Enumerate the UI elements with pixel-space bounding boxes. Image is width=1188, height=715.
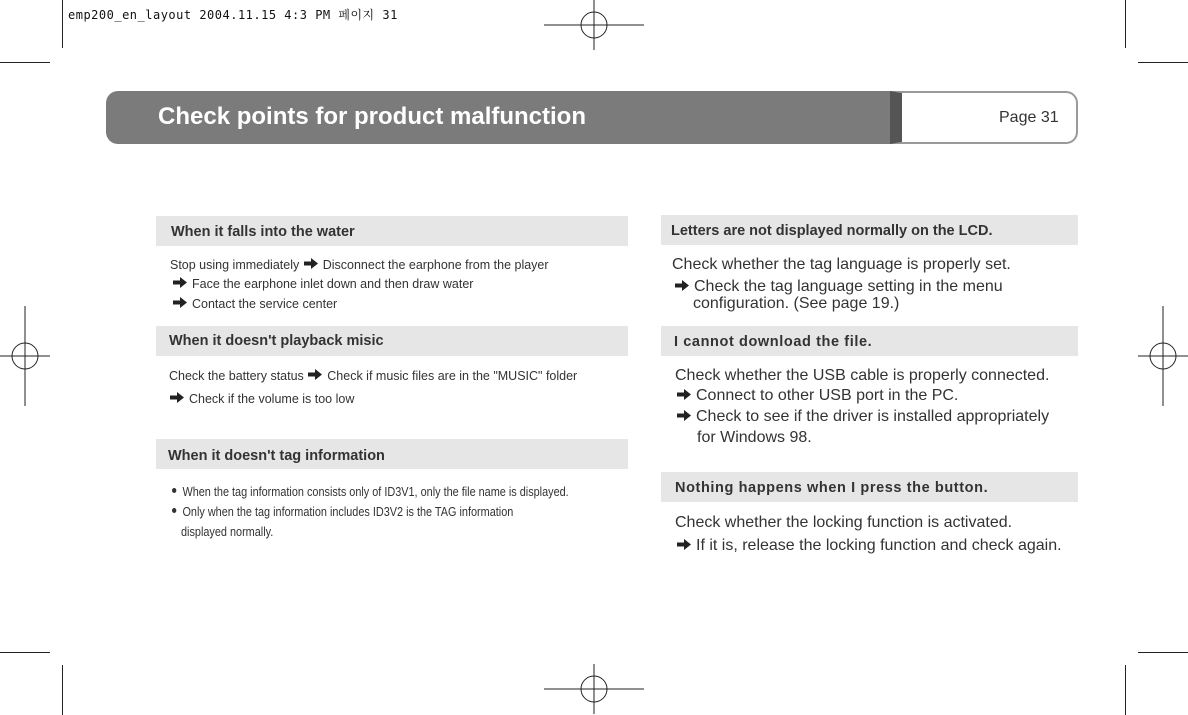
- text: If it is, release the locking function and check again.: [696, 537, 1062, 554]
- text: When the tag information consists only of ID3V1, only the file name is displayed.: [182, 485, 569, 499]
- section-heading-text: Nothing happens when I press the button.: [675, 480, 989, 496]
- text: Check if the volume is too low: [189, 392, 355, 406]
- text: Stop using immediately: [170, 258, 300, 272]
- section-heading-playback: [156, 326, 628, 356]
- text: Check whether the locking function is activated.: [675, 514, 1013, 531]
- section-heading-text: When it falls into the water: [171, 224, 355, 240]
- right-arrow-icon: [172, 276, 188, 289]
- registration-mark-icon: [544, 0, 644, 50]
- bullet-icon: [172, 508, 176, 513]
- right-arrow-icon: [172, 296, 188, 309]
- crop-mark: [1138, 652, 1188, 653]
- text: Face the earphone inlet down and then draw water: [192, 277, 474, 291]
- section-heading-text: Letters are not displayed normally on the LCD.: [671, 223, 993, 239]
- text: Disconnect the earphone from the player: [322, 258, 549, 272]
- print-slug: emp200_en_layout 2004.11.15 4:3 PM 페이지 31: [68, 8, 398, 22]
- text: Check the tag language setting in the menu: [694, 278, 1003, 295]
- crop-mark: [0, 652, 50, 653]
- download-line-4: [697, 429, 812, 447]
- page-title: Check points for product malfunction: [158, 103, 587, 130]
- registration-mark-icon: [0, 306, 50, 406]
- section-heading-button: [661, 472, 1078, 502]
- registration-mark-icon: [544, 664, 644, 714]
- section-heading-tag: [156, 439, 628, 469]
- right-arrow-icon: [676, 409, 692, 422]
- download-line-2: [676, 387, 958, 405]
- water-line-3: [172, 296, 337, 311]
- section-heading-text: When it doesn't playback misic: [169, 333, 384, 349]
- download-line-1: [675, 367, 1049, 385]
- crop-mark: [0, 62, 50, 63]
- playback-line-2: [169, 391, 354, 406]
- crop-mark: [62, 665, 63, 715]
- section-heading-water: [156, 216, 628, 246]
- crop-mark: [1125, 665, 1126, 715]
- water-line-1: [170, 257, 549, 272]
- text: Connect to other USB port in the PC.: [696, 387, 959, 404]
- text: Only when the tag information includes ID3V2 is the TAG information: [182, 505, 514, 519]
- right-arrow-icon: [676, 388, 692, 401]
- section-heading-lcd: [661, 215, 1078, 245]
- page-number: Page 31: [999, 109, 1059, 126]
- tag-bullet-2: [172, 505, 513, 519]
- right-arrow-icon: [674, 279, 690, 292]
- playback-line-1: [169, 368, 577, 383]
- right-arrow-icon: [676, 538, 692, 551]
- download-line-3: [676, 408, 1049, 426]
- crop-mark: [1138, 62, 1188, 63]
- button-line-2: [676, 537, 1062, 555]
- crop-mark: [62, 0, 63, 48]
- bullet-icon: [172, 488, 176, 493]
- tag-bullet-2-cont: [181, 525, 273, 539]
- text: Contact the service center: [192, 297, 338, 311]
- text: displayed normally.: [181, 525, 274, 539]
- lcd-line-3: [693, 295, 899, 313]
- right-arrow-icon: [303, 257, 319, 270]
- section-heading-text: I cannot download the file.: [674, 334, 873, 350]
- right-arrow-icon: [169, 391, 185, 404]
- button-line-1: [675, 514, 1012, 532]
- tag-bullet-1: [172, 485, 569, 499]
- text: for Windows 98.: [697, 429, 812, 446]
- lcd-line-1: [672, 256, 1011, 274]
- section-heading-download: [661, 326, 1078, 356]
- crop-mark: [1125, 0, 1126, 48]
- text: configuration. (See page 19.): [693, 295, 900, 312]
- text: Check whether the USB cable is properly connected.: [675, 367, 1050, 384]
- text: Check if music files are in the "MUSIC" folder: [327, 369, 578, 383]
- section-heading-text: When it doesn't tag information: [168, 448, 385, 464]
- lcd-line-2: [674, 278, 1003, 296]
- right-arrow-icon: [307, 368, 323, 381]
- registration-mark-icon: [1138, 306, 1188, 406]
- text: Check to see if the driver is installed appropriately: [696, 408, 1050, 425]
- text: Check the battery status: [169, 369, 304, 383]
- text: Check whether the tag language is properly set.: [672, 256, 1011, 273]
- water-line-2: [172, 276, 473, 291]
